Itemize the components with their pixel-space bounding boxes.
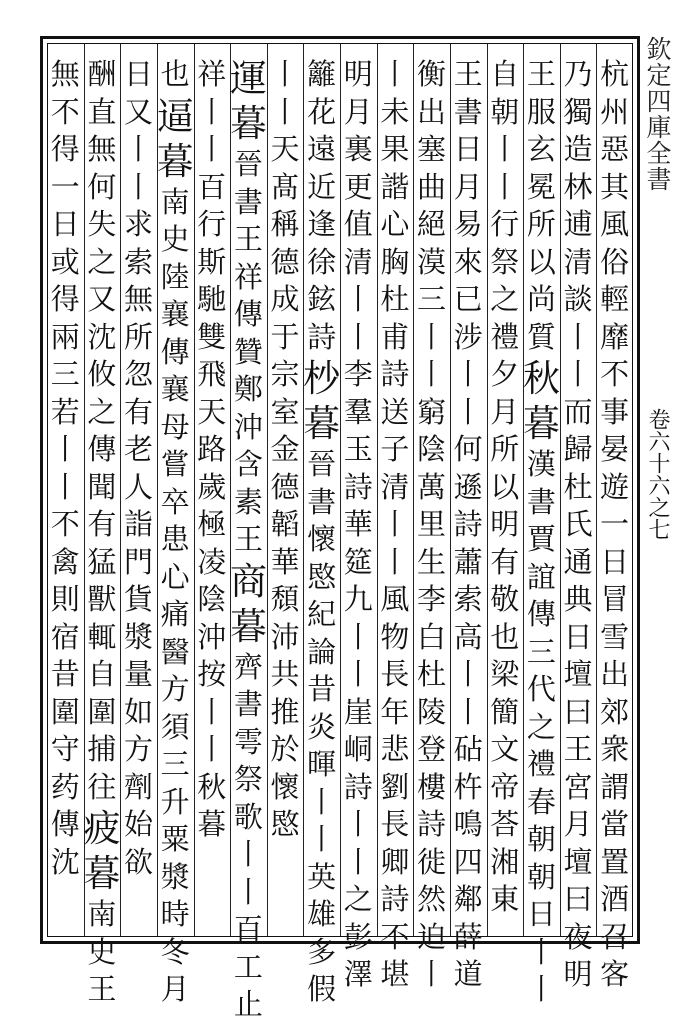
text-segment: 祥 丨 丨 百 行 斯 馳 雙 飛 天 路 [197,57,227,466]
text-segment: 也 [160,57,190,91]
text-segment: 無 不 得 一 日 或 得 兩 三 若 丨 丨 不 禽 則 宿 昔 圍 守 [50,57,80,766]
text-segment: 于 宗 室 金 德 韜 華 頹 沛 共 推 於 懷 愍 [270,319,300,841]
juan-number: 卷六十六之七 [645,408,670,540]
entry-heading: 逼 暮 [156,94,194,183]
text-column [43,56,87,926]
text-segment: 齊 書 雩 祭 歌 丨 丨 百 工 止 [233,649,263,1021]
text-segment: 晉 書 懷 愍 紀 論 昔 炎 暉 丨 丨 英 雄 多 假 [307,447,337,1006]
text-segment: 南 史 陸 襄 傳 襄 母 嘗 卒 患 心 痛 醫 方 須 三 升 粟 漿 時 冬 月 [160,184,190,1006]
text-segment: 丨 丨 天 髙 稱 德 成 [270,57,300,316]
text-segment: 乃 獨 造 林 逋 清 談 丨 丨 而 歸 杜 氏 通 典 日 壇 曰 王 宮 月 壇 曰 夜 明 [563,57,593,991]
text-segment: 药 傳 沈 [50,769,80,879]
text-segment: 日 又 丨 丨 求 索 無 所 忽 有 老 人 詣 門 貨 漿 量 如 方 劑 始 欲 [124,57,154,879]
text-segment: 杭 州 惡 其 風 俗 輕 靡 不 事 晏 遊 一 日 冒 雪 出 郊 衆 謂 當 置 酒 召 客 [600,57,630,991]
text-segment: 籬 花 遠 近 逢 徐 鉉 詩 [307,57,337,354]
entry-heading: 杪 暮 [303,357,341,445]
text-segment: 王 服 玄 冕 所 以 尚 質 [526,57,556,354]
text-segment: 衡 出 塞 曲 絕 漠 三 丨 丨 窮 陰 萬 里 生 李 白 杜 陵 登 樓 詩 徙 然 迫 丨 [417,57,447,991]
book-title: 欽定四庫全書 [643,36,672,192]
text-segment: 丨 未 果 諧 心 胸 杜 甫 詩 送 子 清 丨 丨 風 物 長 年 悲 劉 長 卿 詩 不 堪 [380,57,410,991]
text-segment: 夕 月 所 以 明 有 敬 也 梁 簡 文 帝 荅 湘 東 [490,357,520,916]
text-segment: 歲 極 凌 陰 沖 按 丨 丨 秋 暮 [197,469,227,841]
entry-heading: 秋 暮 [522,357,560,445]
text-segment: 晉 書 王 祥 傳 贊 鄭 沖 含 素 王 [233,147,263,556]
text-segment: 酬 直 無 何 失 之 又 沈 攸 之 傳 聞 有 猛 獸 輒 自 圍 捕 往 [87,57,117,804]
entry-heading: 商 暮 [229,559,267,648]
text-segment: 明 月 裏 更 值 清 丨 丨 李 羣 玉 詩 華 筵 九 丨 丨 崖 峒 詩 丨 丨 之 彭 澤 [343,57,373,991]
text-segment: 南 史 王 [87,897,117,1006]
entry-heading: 疲 暮 [83,807,121,895]
entry-heading: 運 暮 [229,57,267,145]
text-segment: 漢 書 賈 誼 傳 三 代 之 禮 春 朝 朝 日 丨 丨 [526,447,556,1006]
text-segment: 王 書 日 月 易 來 已 涉 丨 丨 何 遜 詩 蕭 索 高 丨 丨 砧 杵 鳴 四 鄰 薛 道 [453,57,483,991]
text-segment: 自 朝 丨 丨 行 祭 之 禮 [490,57,520,354]
